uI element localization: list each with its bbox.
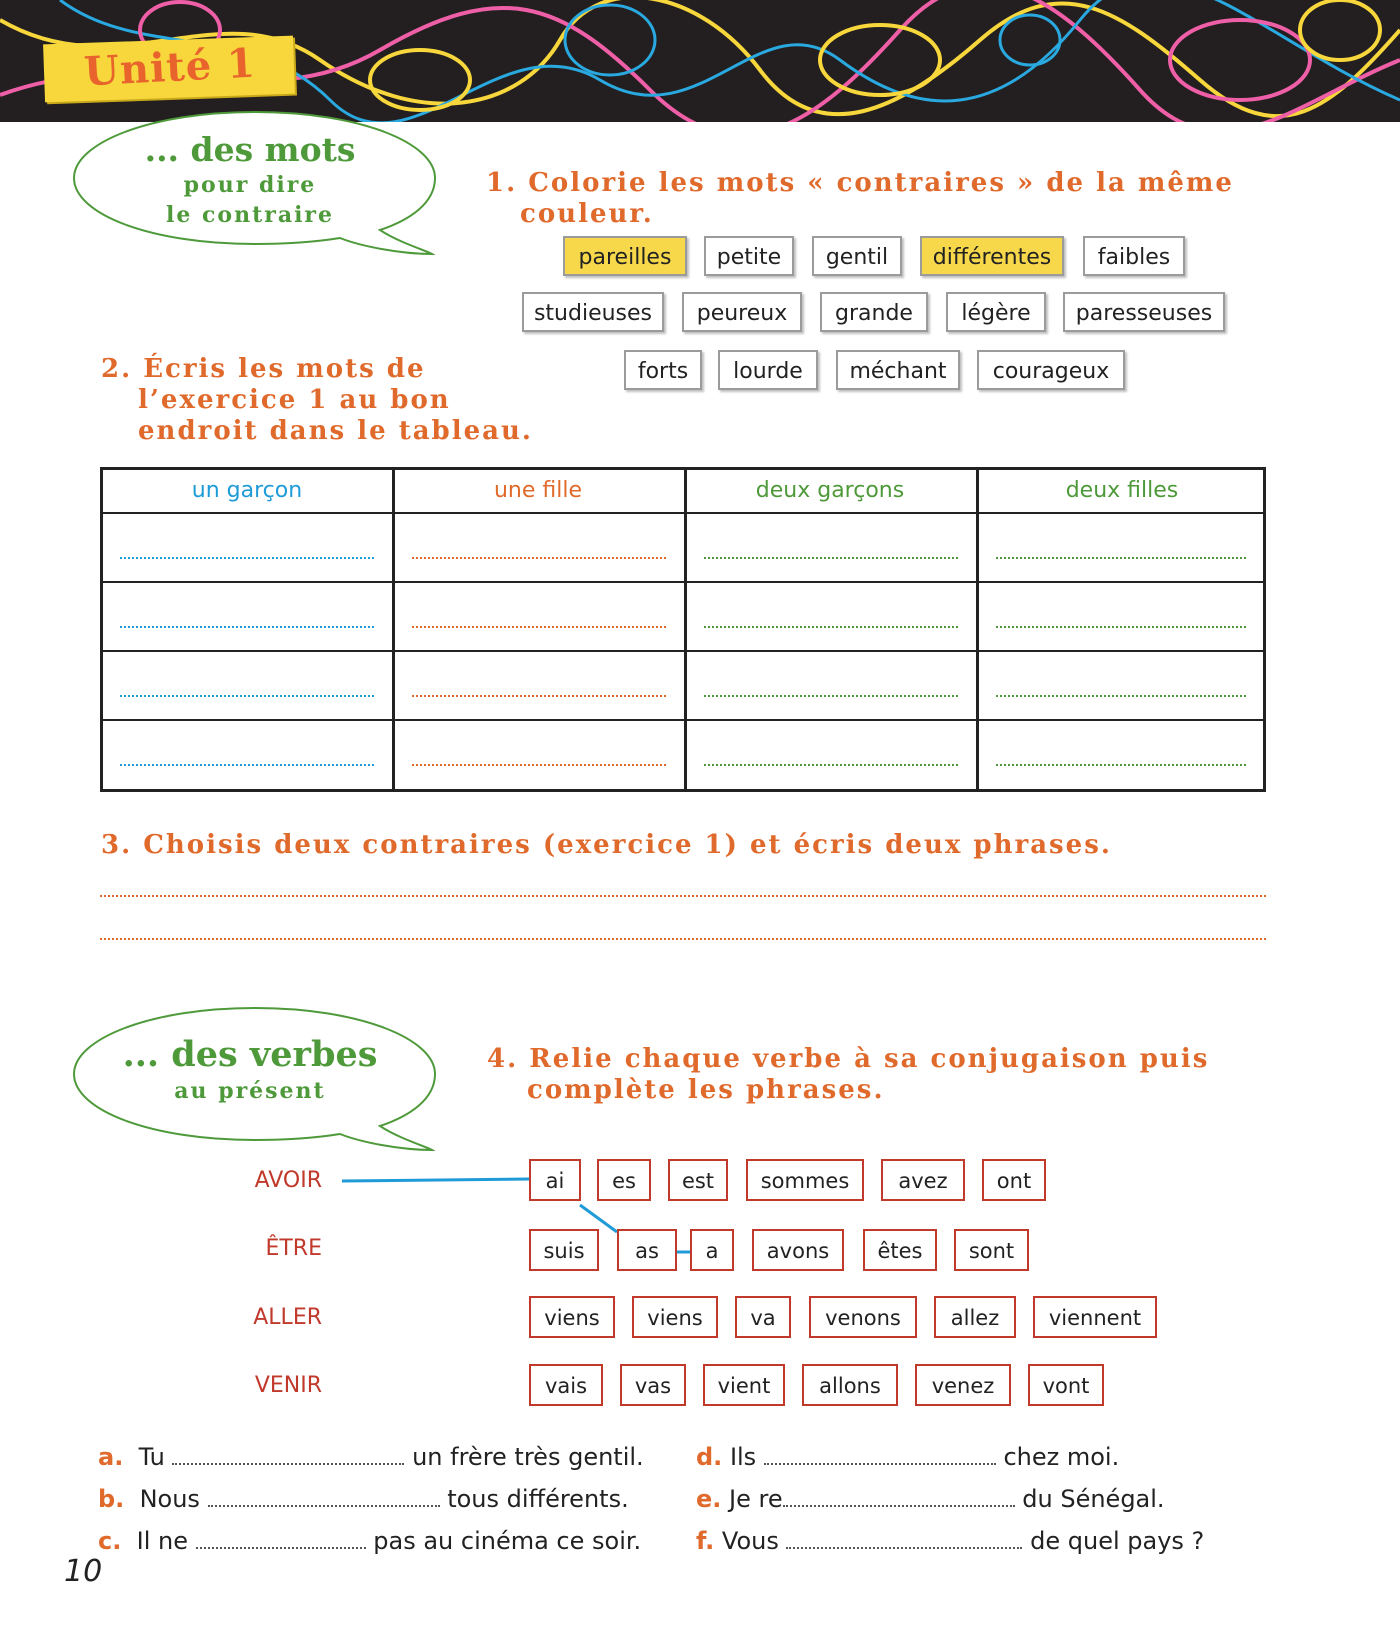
column-header-un-garcon: un garçon <box>191 478 303 503</box>
sentence-start: Vous <box>721 1527 779 1555</box>
bubble1-line1: ... des mots <box>144 130 356 169</box>
word-box[interactable]: gentil <box>812 236 902 276</box>
word-box[interactable]: pareilles <box>563 236 687 276</box>
answer-line[interactable] <box>704 695 958 697</box>
link-avoir-ai <box>342 1179 529 1181</box>
answer-line[interactable] <box>412 695 666 697</box>
word-box[interactable]: légère <box>946 292 1046 332</box>
ex3-title: 3. Choisis deux contraires (exercice 1) et écris deux phrases. <box>101 830 1112 860</box>
answer-line[interactable] <box>704 626 958 628</box>
table-divider <box>976 467 979 792</box>
word-box[interactable]: forts <box>624 350 702 390</box>
ex4-title <box>487 1044 1209 1106</box>
sentence-c <box>98 1527 641 1555</box>
ex4-title-line1: 4. Relie chaque verbe à sa conjugaison puis <box>487 1044 1210 1074</box>
conj-box[interactable]: viennent <box>1033 1296 1157 1338</box>
answer-line[interactable] <box>704 557 958 559</box>
sentence-f <box>696 1527 1204 1555</box>
sentence-end: tous différents. <box>447 1485 629 1513</box>
bubble1-line3: le contraire <box>165 202 335 228</box>
conj-box[interactable]: suis <box>529 1229 599 1271</box>
word-box[interactable]: faibles <box>1083 236 1185 276</box>
word-box[interactable]: lourde <box>718 350 818 390</box>
bubble2-line1: ... des verbes <box>122 1034 378 1075</box>
conj-box[interactable]: ai <box>529 1159 581 1201</box>
ex2-title <box>101 354 533 447</box>
table-divider <box>684 467 687 792</box>
verb-label-venir: VENIR <box>254 1373 322 1398</box>
conj-box[interactable]: ont <box>982 1159 1046 1201</box>
conj-box[interactable]: va <box>735 1296 791 1338</box>
conj-box[interactable]: venez <box>915 1364 1011 1406</box>
word-box[interactable]: méchant <box>836 350 960 390</box>
word-box[interactable]: studieuses <box>522 292 664 332</box>
word-box[interactable]: grande <box>820 292 928 332</box>
blank-field[interactable] <box>786 1527 1022 1549</box>
blank-field[interactable] <box>208 1485 440 1507</box>
table-divider <box>392 467 395 792</box>
sentence-letter: c. <box>98 1527 122 1555</box>
answer-table <box>100 467 1266 792</box>
answer-line[interactable] <box>120 764 374 766</box>
conj-box[interactable]: as <box>617 1229 677 1271</box>
word-box[interactable]: courageux <box>977 350 1125 390</box>
bubble1-line2: pour dire <box>183 172 317 198</box>
sentence-start: Tu <box>138 1443 165 1471</box>
answer-line[interactable] <box>120 626 374 628</box>
word-box[interactable]: peureux <box>682 292 802 332</box>
sentence-letter: e. <box>696 1485 722 1513</box>
verb-label-etre: ÊTRE <box>265 1236 322 1261</box>
table-divider <box>100 719 1266 721</box>
sentence-end: chez moi. <box>1003 1443 1120 1471</box>
conj-box[interactable]: vais <box>529 1364 603 1406</box>
ex2-title-line1: 2. Écris les mots de <box>101 354 426 384</box>
verb-label-aller: ALLER <box>253 1305 322 1330</box>
word-box[interactable]: petite <box>704 236 794 276</box>
blank-field[interactable] <box>764 1443 996 1465</box>
sentence-b <box>98 1485 629 1513</box>
blank-field[interactable] <box>172 1443 404 1465</box>
word-box[interactable]: paresseuses <box>1063 292 1225 332</box>
sentence-letter: b. <box>98 1485 125 1513</box>
answer-line[interactable] <box>996 695 1246 697</box>
sentence-end: pas au cinéma ce soir. <box>373 1527 642 1555</box>
sentence-e <box>696 1485 1165 1513</box>
sentence-letter: f. <box>696 1527 715 1555</box>
sentence-start: Je re <box>729 1485 783 1513</box>
sentence-start: Nous <box>139 1485 200 1513</box>
blank-field[interactable] <box>783 1485 1015 1507</box>
conj-box[interactable]: viens <box>632 1296 718 1338</box>
verb-label-avoir: AVOIR <box>254 1168 322 1193</box>
ex4-title-line2: complète les phrases. <box>527 1075 885 1105</box>
conj-box[interactable]: a <box>690 1229 734 1271</box>
link-ai-as <box>580 1205 617 1232</box>
answer-line[interactable] <box>996 557 1246 559</box>
column-header-une-fille: une fille <box>493 478 583 503</box>
answer-line[interactable] <box>996 626 1246 628</box>
answer-line[interactable] <box>412 764 666 766</box>
word-box[interactable]: différentes <box>920 236 1064 276</box>
answer-line[interactable] <box>412 557 666 559</box>
conj-box[interactable]: es <box>597 1159 651 1201</box>
answer-line[interactable] <box>412 626 666 628</box>
answer-line[interactable] <box>120 557 374 559</box>
conj-box[interactable]: allez <box>934 1296 1016 1338</box>
column-header-deux-garcons: deux garçons <box>755 478 905 503</box>
ex2-title-line2: l’exercice 1 au bon <box>138 385 451 415</box>
sentence-start: Ils <box>729 1443 757 1471</box>
bubble2-line2: au présent <box>174 1078 326 1104</box>
ex2-title-line3: endroit dans le tableau. <box>138 416 533 446</box>
sentence-start: Il ne <box>136 1527 188 1555</box>
ex1-title <box>486 168 1234 230</box>
conj-box[interactable]: venons <box>809 1296 917 1338</box>
sentence-end: du Sénégal. <box>1022 1485 1165 1513</box>
sentence-a <box>98 1443 644 1471</box>
answer-line[interactable] <box>996 764 1246 766</box>
table-divider <box>100 650 1266 652</box>
sentence-line[interactable] <box>100 895 1266 897</box>
table-divider <box>100 581 1266 583</box>
conj-box[interactable]: vient <box>703 1364 785 1406</box>
conj-box[interactable]: vas <box>620 1364 686 1406</box>
sentence-end: un frère très gentil. <box>412 1443 644 1471</box>
sentence-line[interactable] <box>100 938 1266 940</box>
sentence-letter: a. <box>98 1443 124 1471</box>
sentence-end: de quel pays ? <box>1030 1527 1205 1555</box>
sentence-d <box>696 1443 1119 1471</box>
column-header-deux-filles: deux filles <box>1065 478 1179 503</box>
conj-box[interactable]: avez <box>881 1159 965 1201</box>
table-divider <box>100 512 1266 514</box>
conj-box[interactable]: sommes <box>746 1159 864 1201</box>
page-number: 10 <box>64 1554 103 1589</box>
conj-box[interactable]: avons <box>752 1229 844 1271</box>
conj-box[interactable]: viens <box>529 1296 615 1338</box>
conj-box[interactable]: êtes <box>863 1229 937 1271</box>
answer-line[interactable] <box>120 695 374 697</box>
unit-title: Unité 1 <box>82 39 257 96</box>
ex1-title-line2: couleur. <box>520 199 654 229</box>
ex1-title-line1: 1. Colorie les mots « contraires » de la même <box>486 168 1234 198</box>
conj-box[interactable]: sont <box>954 1229 1029 1271</box>
conj-box[interactable]: est <box>668 1159 728 1201</box>
blank-field[interactable] <box>196 1527 366 1549</box>
conj-box[interactable]: vont <box>1028 1364 1104 1406</box>
answer-line[interactable] <box>704 764 958 766</box>
sentence-letter: d. <box>696 1443 723 1471</box>
conj-box[interactable]: allons <box>802 1364 898 1406</box>
